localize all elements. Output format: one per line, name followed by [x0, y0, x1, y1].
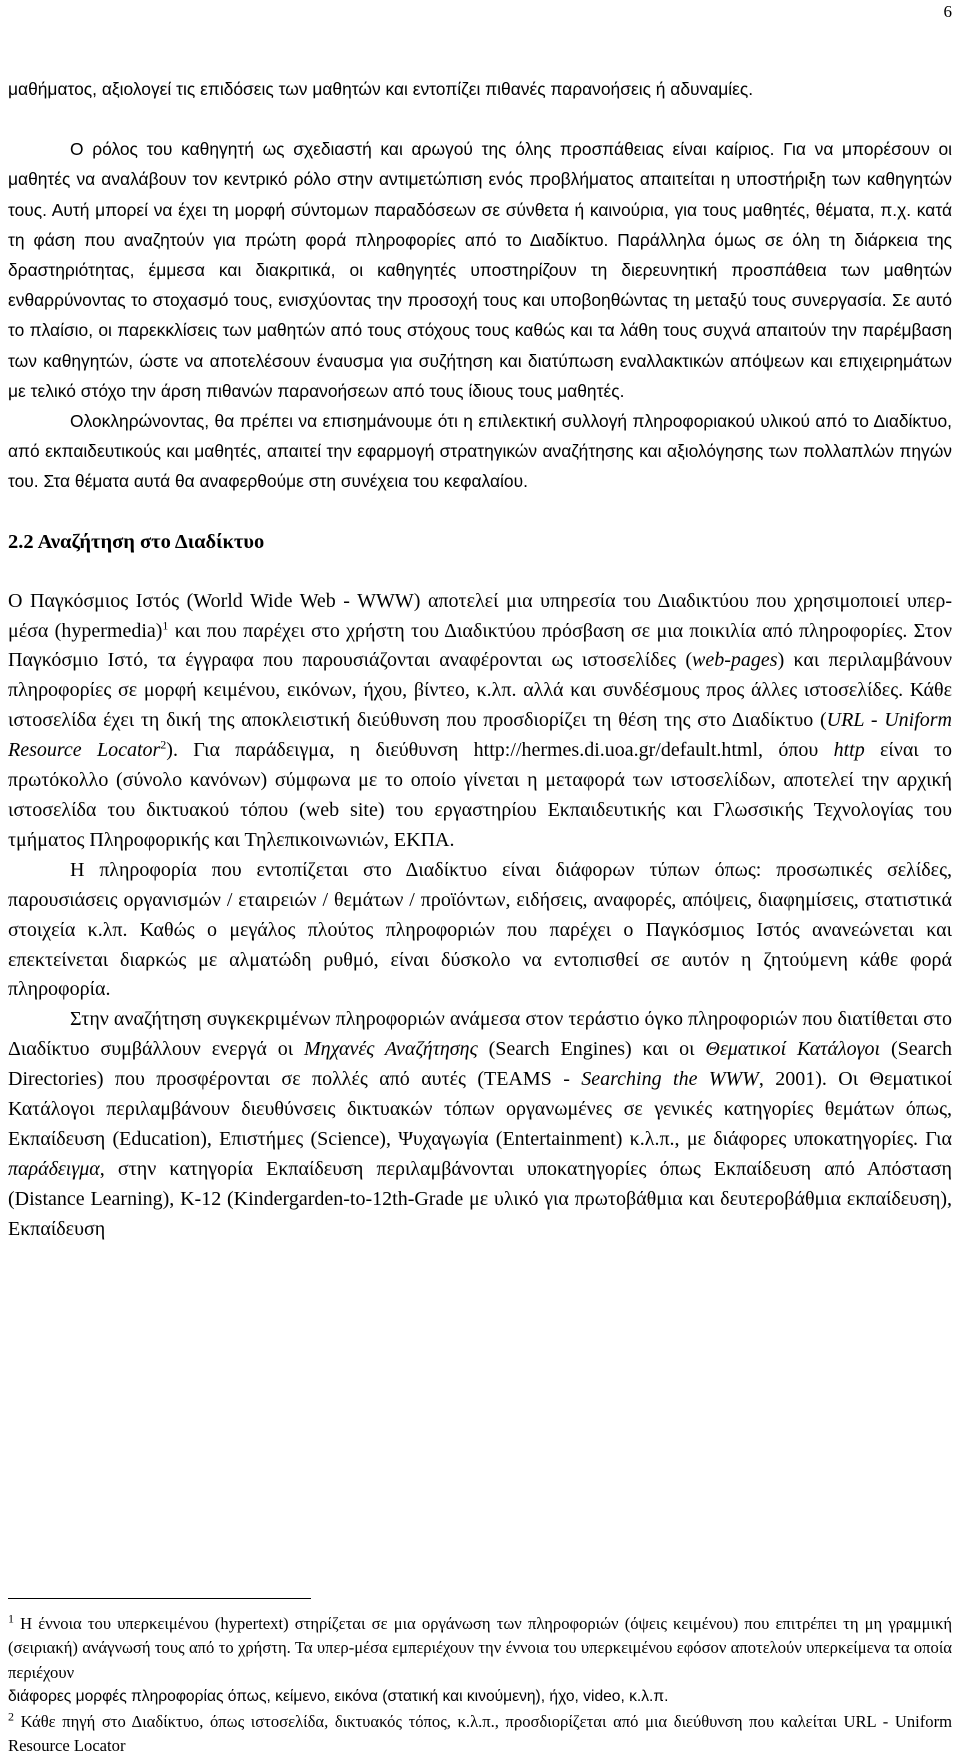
directories-term: Θεματικοί Κατάλογοι — [705, 1038, 881, 1061]
footnote-ref-1: 1 — [162, 617, 169, 632]
footnote-1: $^1$ Η έννοια του υπερκειμένου (hypertext) στηρίζεται σε μια οργάνωση των πληροφοριών (όψεις κειμένου) που επιτρέπει τη μη γραμμική (σειριακή) ανάγνωσή τους από το χρήστη. Τα υπερ-μέσα εμπεριέχουν την έννοια του υπερκειμένου εφόσον αποτελούν υπερκείμενα τα οποία περιέχουν — [8, 1611, 952, 1682]
searching-www-term: Searching the WWW — [581, 1068, 759, 1091]
paragraph-gap — [8, 104, 952, 134]
intro-paragraph-3: Ολοκληρώνοντας, θα πρέπει να επισημάνουμε ότι η επιλεκτική συλλογή πληροφοριακού υλικού από το Διαδίκτυο, από εκπαιδευτικούς και μαθητές, απαιτεί την εφαρμογή στρατηγικών αναζήτησης και αξιολόγησης των πολλαπλών πηγών του. Στα θέματα αυτά θα αναφερθούμε στη συνέχεια του κεφαλαίου. — [8, 411, 952, 492]
footnotes — [8, 1612, 952, 1758]
footnote-1-continued: διάφορες μορφές πληροφορίας όπως, κείμενο, εικόνα (στατική και κινούμενη), ήχο, video, κ.λ.π. — [8, 1688, 669, 1706]
page-number: 6 — [943, 2, 952, 21]
section-heading: 2.2 Αναζήτηση στο Διαδίκτυο — [8, 530, 265, 553]
footnote-divider — [8, 1598, 311, 1599]
page-body — [8, 74, 952, 1245]
http-term: http — [833, 739, 865, 762]
footnote-ref-2: 2 — [160, 737, 167, 752]
section-paragraph-2: Η πληροφορία που εντοπίζεται στο Διαδίκτυο είναι διάφορων τύπων όπως: προσωπικές σελίδες, παρουσιάσεις οργανισμών / εταιρειών / θεμάτων / προϊόντων, ειδήσεις, αναφορές, απόψεις, διαφημίσεις, στατιστικά στοιχεία κ.λπ. Καθώς ο μεγάλος πλούτος πληροφοριών που παρέχει ο Παγκόσμιος Ιστός ανανεώνεται και επεκτείνεται διαρκώς με αλματώδη ρυθμό, είναι δύσκολο να εντοπισθεί σε αυτόν η ζητούμενη κάθε φορά πληροφορία. — [8, 858, 952, 1001]
url-term: URL - Uniform Resource Locator — [8, 709, 952, 762]
intro-section — [8, 74, 952, 497]
example-term: παράδειγμα — [8, 1157, 100, 1180]
section-paragraph-3: Στην αναζήτηση συγκεκριμένων πληροφοριών ανάμεσα στον τεράστιο όγκο πληροφοριών που διατίθεται στο Διαδίκτυο συμβάλλουν ενεργά οι Μηχανές Αναζήτησης (Search Engines) και οι Θεματικοί Κατάλογοι (Search Directories) που προσφέρονται σε πολλές από αυτές (TEAMS - Searching the WWW, 2001). Οι Θεματικοί Κατάλογοι περιλαμβάνουν διευθύνσεις δικτυακών τόπων οργανωμένες σε γενικές κατηγορίες θεμάτων όπως, Εκπαίδευση (Education), Επιστήμες (Science), Ψυχαγωγία (Entertainment) κ.λ.π., με διάφορες υποκατηγορίες. Για παράδειγμα, στην κατηγορία Εκπαίδευση περιλαμβάνονται υποκατηγορίες όπως Εκπαίδευση από Απόσταση (Distance Learning), K-12 (Kindergarden-to-12th-Grade με υλικό για πρωτοβάθμια και δευτεροβάθμια εκπαίδευση), Εκπαίδευση — [8, 1008, 953, 1240]
main-section — [8, 587, 952, 1245]
search-engines-term: Μηχανές Αναζήτησης — [304, 1038, 478, 1061]
webpages-term: web-pages — [692, 649, 778, 672]
intro-paragraph-2: Ο ρόλος του καθηγητή ως σχεδιαστή και αρωγού της όλης προσπάθειας είναι καίριος. Για να μπορέσουν οι μαθητές να αναλάβουν τον κεντρικό ρόλο στην αντιμετώπιση ενός προβλήματος απαιτείται η υποστήριξη των καθηγητών τους. Αυτή μπορεί να έχει τη μορφή σύντομων παραδόσεων σε σύνθετα ή καινούρια, για τους μαθητές, θέματα, π.χ. κατά τη φάση που αναζητούν για πρώτη φορά πληροφορίες από το Διαδίκτυο. Παράλληλα όμως σε όλη τη διάρκεια της δραστηριότητας, έμμεσα και διακριτικά, οι καθηγητές υποστηρίζουν τη διερευνητική προσπάθεια των μαθητών ενθαρρύνοντας το στοχασμό τους, ενισχύοντας την προσοχή τους και υποβοηθώντας τη μεταξύ τους συνεργασία. Σε αυτό το πλαίσιο, οι παρεκκλίσεις των μαθητών από τους στόχους τους καθώς και τα λάθη τους συχνά απαιτούν την παρέμβαση των καθηγητών, ώστε να αποτελέσουν έναυσμα για συζήτηση και διατύπωση εναλλακτικών απόψεων και επιχειρημάτων με τελικό στόχο την άρση πιθανών παρανοήσεων από τους ίδιους τους μαθητές. — [8, 139, 952, 401]
footnote-2: $^2$ Κάθε πηγή στο Διαδίκτυο, όπως ιστοσελίδα, δικτυακός τόπος, κ.λ.π., προσδιορίζεται από μια διεύθυνση που καλείται URL - Uniform Resource Locator — [8, 1709, 952, 1756]
section-paragraph-1: Ο Παγκόσμιος Ιστός (World Wide Web - WWW) αποτελεί μια υπηρεσία του Διαδικτύου που χρησιμοποιεί υπερ-μέσα (hypermedia)$^1$ και που παρέχει στο χρήστη του Διαδικτύου πρόσβαση σε μια ποικιλία από πληροφορίες. Στον Παγκόσμιο Ιστό, τα έγγραφα που παρουσιάζονται αναφέρονται ως ιστοσελίδες (web-pages) και περιλαμβάνουν πληροφορίες σε μορφή κειμένου, εικόνων, ήχου, βίντεο, κ.λπ. αλλά και συνδέσμους προς άλλες ιστοσελίδες. Κάθε ιστοσελίδα έχει τη δική της αποκλειστική διεύθυνση που προσδιορίζει τη θέση της στο Διαδίκτυο (URL - Uniform Resource Locator$^2$). Για παράδειγμα, η διεύθυνση http://hermes.di.uoa.gr/default.html, όπου http είναι το πρωτόκολλο (σύνολο κανόνων) σύμφωνα με το οποίο γίνεται η μεταφορά των ιστοσελίδων, αποτελεί την αρχική ιστοσελίδα του δικτυακού τόπου (web site) του εργαστηρίου Εκπαιδευτικής και Γλωσσικής Τεχνολογίας του τμήματος Πληροφορικής και Τηλεπικοινωνιών, ΕΚΠΑ. — [8, 589, 953, 851]
intro-paragraph-1: μαθήματος, αξιολογεί τις επιδόσεις των μαθητών και εντοπίζει πιθανές παρανοήσεις ή αδυναμίες. — [8, 79, 754, 99]
